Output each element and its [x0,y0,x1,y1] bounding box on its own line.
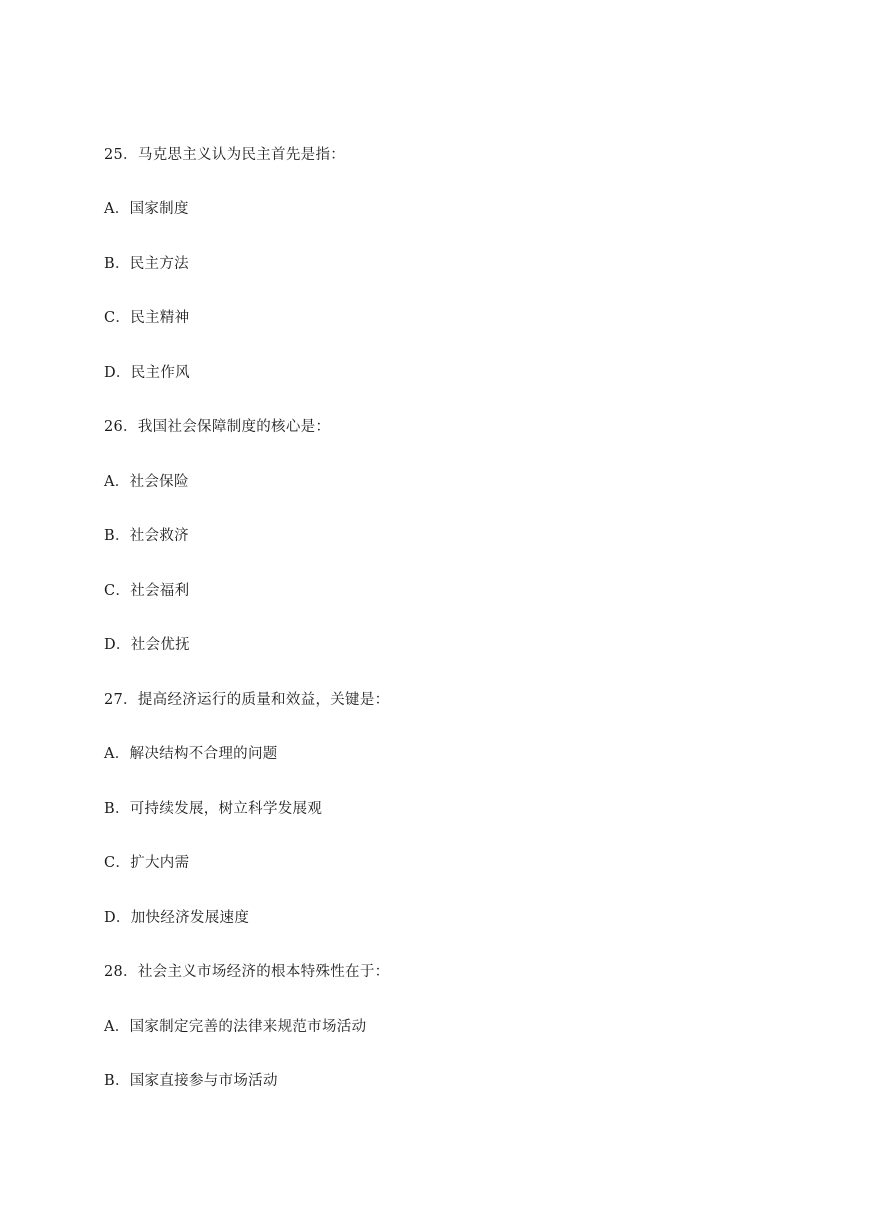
question-25-stem: 25．马克思主义认为民主首先是指： [104,147,346,163]
question-28-stem: 28．社会主义市场经济的根本特殊性在于： [104,964,390,980]
question-26-option-c: C．社会福利 [104,583,190,599]
question-25-option-c: C．民主精神 [104,310,190,326]
question-27-option-b: B．可持续发展，树立科学发展观 [104,801,323,817]
question-26-option-d: D．社会优抚 [104,637,190,653]
question-27-stem: 27．提高经济运行的质量和效益，关键是： [104,692,390,708]
question-27-option-d: D．加快经济发展速度 [104,910,250,926]
question-26-stem: 26．我国社会保障制度的核心是： [104,419,331,435]
question-28-option-b: B．国家直接参与市场活动 [104,1073,278,1089]
question-27-option-c: C．扩大内需 [104,855,190,871]
question-25-option-b: B．民主方法 [104,256,189,272]
question-25-option-a: A．国家制度 [104,201,189,217]
question-28-option-a: A．国家制定完善的法律来规范市场活动 [104,1019,367,1035]
question-27-option-a: A．解决结构不合理的问题 [104,746,278,762]
question-26-option-b: B．社会救济 [104,528,189,544]
question-26-option-a: A．社会保险 [104,474,189,490]
question-25-option-d: D．民主作风 [104,365,190,381]
